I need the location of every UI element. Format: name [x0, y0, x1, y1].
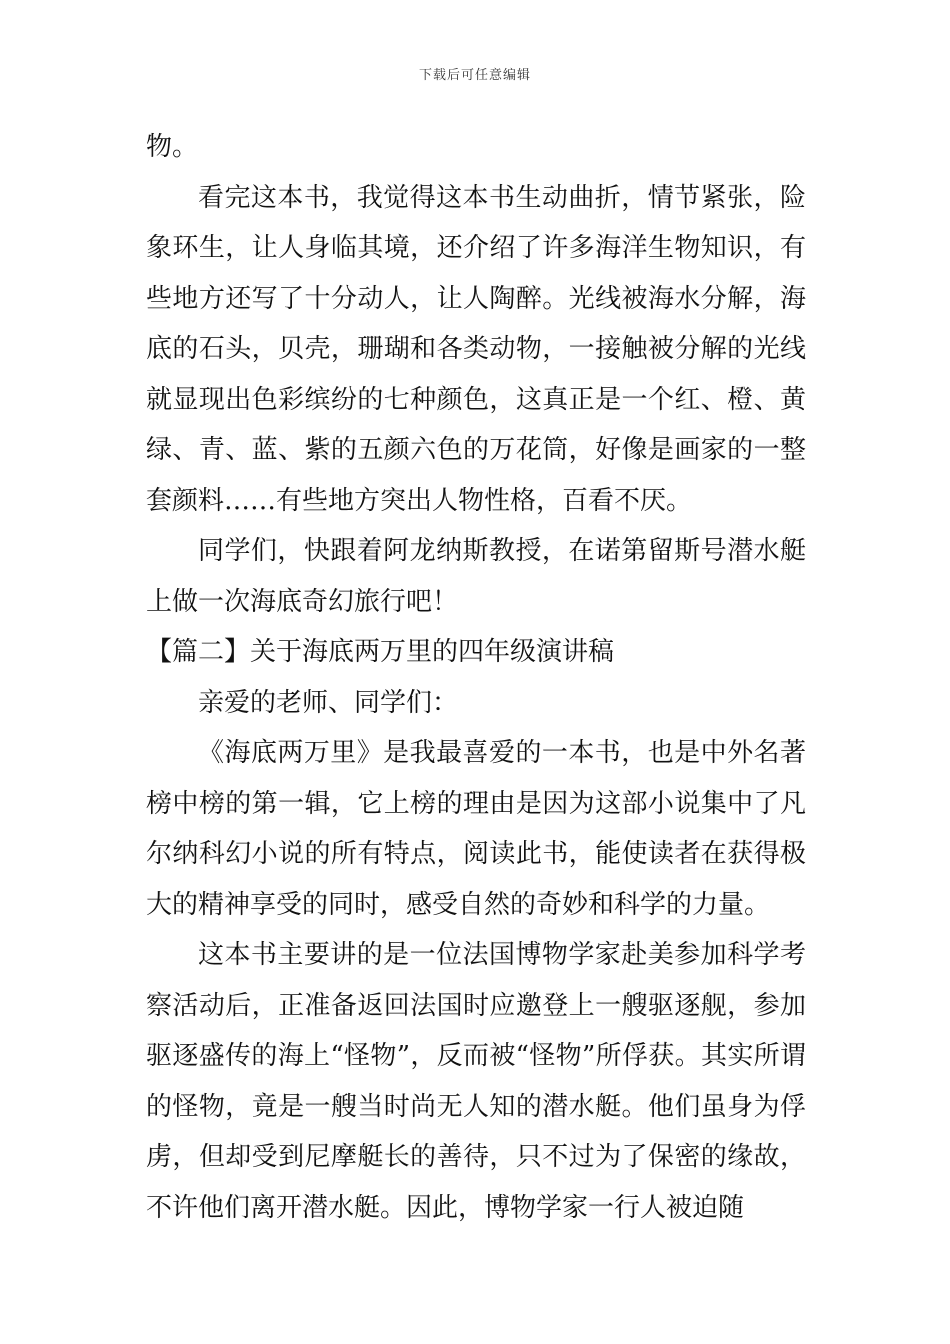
paragraph-continuation: 物。 — [146, 132, 199, 162]
section-heading: 【篇二】关于海底两万里的四年级演讲稿 — [146, 637, 615, 667]
paragraph-plot-summary: 这本书主要讲的是一位法国博物学家赴美参加科学考察活动后，正准备返回法国时应邀登上一艘驱逐舰，参加驱逐盛传的海上“怪物”，反而被“怪物”所俘获。其实所谓的怪物，竟是一艘当时尚无人知的潜水艇。他们虽身为俘虏，但却受到尼摩艇长的善待，只不过为了保密的缘故，不许他们离开潜水艇。因此，博物学家一行人被迫随 — [146, 940, 806, 1223]
document-body — [146, 122, 806, 1233]
paragraph-greeting: 亲爱的老师、同学们： — [198, 687, 459, 718]
paragraph-book-review: 看完这本书，我觉得这本书生动曲折，情节紧张，险象环生，让人身临其境，还介绍了许多海洋生物知识，有些地方还写了十分动人，让人陶醉。光线被海水分解，海底的石头，贝壳，珊瑚和各类动物，一接触被分解的光线就显现出色彩缤纷的七种颜色，这真正是一个红、橙、黄绿、青、蓝、紫的五颜六色的万花筒，好像是画家的一整套颜料……有些地方突出人物性格，百看不厌。 — [146, 182, 806, 516]
paragraph-book-intro: 《海底两万里》是我最喜爱的一本书，也是中外名著榜中榜的第一辑，它上榜的理由是因为这部小说集中了凡尔纳科幻小说的所有特点，阅读此书，能使读者在获得极大的精神享受的同时，感受自然的奇妙和科学的力量。 — [146, 738, 806, 920]
paragraph-invitation: 同学们，快跟着阿龙纳斯教授，在诺第留斯号潜水艇上做一次海底奇幻旅行吧！ — [146, 536, 806, 617]
page-header: 下载后可任意编辑 — [418, 68, 531, 83]
